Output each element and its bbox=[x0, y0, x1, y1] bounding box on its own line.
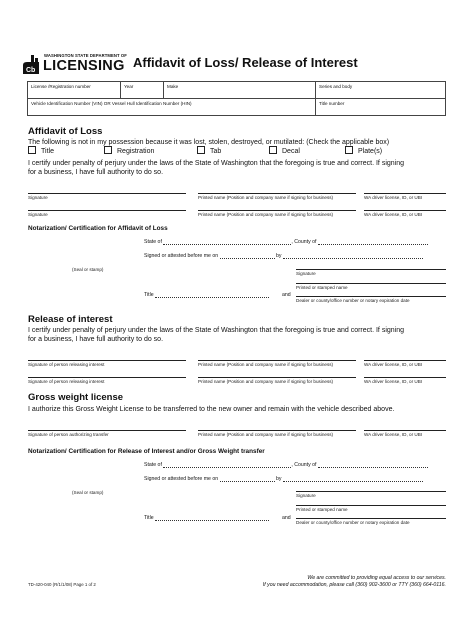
option-registration[interactable] bbox=[104, 146, 154, 155]
affidavit-instruction: The following is not in my possession because it was lost, stolen, destroyed, or mutilated: (Check the applicable box) bbox=[28, 139, 390, 146]
notary2-printed-line[interactable] bbox=[296, 505, 446, 506]
release-signature-line-1[interactable] bbox=[28, 360, 186, 361]
affidavit-cert-line1: I certify under penalty of perjury under the laws of the State of Washington that the foregoing is true and correct. If signing bbox=[28, 160, 405, 167]
affidavit-wa-line-1[interactable] bbox=[364, 193, 446, 194]
gross-heading: Gross weight license bbox=[28, 392, 124, 403]
gross-signature-line[interactable] bbox=[28, 430, 186, 431]
notary1-dealer-label: Dealer or county/office number or notary expiration date bbox=[296, 298, 410, 303]
release-signature-line-2[interactable] bbox=[28, 377, 186, 378]
notary2-and-label: and bbox=[282, 515, 291, 521]
option-plates[interactable] bbox=[345, 146, 382, 155]
option-registration-label: Registration bbox=[117, 148, 155, 155]
affidavit-wa-label-2: WA driver license, ID, or UBI bbox=[364, 212, 423, 217]
notary2-state-label: State of bbox=[144, 462, 162, 468]
notary1-signed-field[interactable] bbox=[144, 253, 423, 259]
release-signature-label-2: Signature of person releasing interest bbox=[28, 379, 105, 384]
notary2-dealer-label: Dealer or county/office number or notary expiration date bbox=[296, 520, 410, 525]
notary2-seal-label: (Seal or stamp) bbox=[72, 490, 104, 495]
notary1-printed-label: Printed or stamped name bbox=[296, 285, 348, 290]
gross-printed-line[interactable] bbox=[198, 430, 356, 431]
notary2-dealer-line[interactable] bbox=[296, 518, 446, 519]
registration-checkbox[interactable] bbox=[104, 146, 112, 154]
release-wa-line-2[interactable] bbox=[364, 377, 446, 378]
svg-text:Cb: Cb bbox=[26, 67, 36, 74]
notary1-signature-label: Signature bbox=[296, 271, 316, 276]
notary2-county-label: , County of bbox=[291, 462, 317, 468]
option-tab[interactable] bbox=[197, 146, 221, 155]
notary2-signed-label: Signed or attested before me on bbox=[144, 476, 219, 482]
title-checkbox[interactable] bbox=[28, 146, 36, 154]
decal-checkbox[interactable] bbox=[269, 146, 277, 154]
agency-name-small: WASHINGTON STATE DEPARTMENT OF bbox=[44, 53, 127, 58]
plates-checkbox[interactable] bbox=[345, 146, 353, 154]
title-number-cell[interactable] bbox=[316, 99, 446, 116]
notary2-title-field[interactable] bbox=[144, 515, 269, 521]
footer-line1: We are committed to providing equal access to our services. bbox=[307, 575, 446, 581]
vehicle-info-table bbox=[27, 81, 446, 116]
notary2-signature-label: Signature bbox=[296, 493, 316, 498]
release-wa-label-1: WA driver license, ID, or UBI bbox=[364, 362, 423, 367]
make-label: Make bbox=[167, 84, 179, 89]
notary1-dealer-line[interactable] bbox=[296, 296, 446, 297]
affidavit-printed-line-2[interactable] bbox=[198, 210, 356, 211]
notary1-signature-line[interactable] bbox=[296, 269, 446, 270]
affidavit-wa-line-2[interactable] bbox=[364, 210, 446, 211]
affidavit-signature-label-1: Signature bbox=[28, 195, 48, 200]
tab-checkbox[interactable] bbox=[197, 146, 205, 154]
option-decal-label: Decal bbox=[282, 148, 300, 155]
notary1-title-label: Title bbox=[144, 292, 154, 298]
year-label: Year bbox=[124, 84, 134, 89]
affidavit-heading: Affidavit of Loss bbox=[28, 126, 103, 137]
gross-printed-label: Printed name (Position and company name if signing for business) bbox=[198, 432, 334, 437]
gross-signature-label: Signature of person authorizing transfer bbox=[28, 432, 109, 437]
affidavit-signature-line-2[interactable] bbox=[28, 210, 186, 211]
release-printed-label-1: Printed name (Position and company name if signing for business) bbox=[198, 362, 334, 367]
release-wa-label-2: WA driver license, ID, or UBI bbox=[364, 379, 423, 384]
release-cert-line1: I certify under penalty of perjury under the laws of the State of Washington that the foregoing is true and correct. If signing bbox=[28, 327, 405, 334]
release-heading: Release of interest bbox=[28, 314, 113, 325]
release-printed-line-2[interactable] bbox=[198, 377, 356, 378]
notary1-county-label: , County of bbox=[291, 239, 317, 245]
footer-line2: If you need accommodation, please call (360) 902-3600 or TTY (360) 664-0116. bbox=[262, 582, 446, 588]
release-printed-line-1[interactable] bbox=[198, 360, 356, 361]
notary1-title-field[interactable] bbox=[144, 292, 269, 298]
notary2-heading: Notarization/ Certification for Release of Interest and/or Gross Weight transfer bbox=[28, 448, 265, 455]
series-body-cell[interactable] bbox=[316, 82, 446, 99]
notary1-state-field[interactable] bbox=[144, 239, 428, 245]
vin-label: Vehicle Identification Number (VIN) OR Vessel Hull Identification Number (HIN) bbox=[31, 101, 192, 106]
notary1-by-label: by bbox=[276, 253, 282, 259]
gross-wa-line[interactable] bbox=[364, 430, 446, 431]
option-title[interactable] bbox=[28, 146, 54, 155]
notary2-signature-line[interactable] bbox=[296, 491, 446, 492]
series-body-label: Series and body bbox=[319, 84, 353, 89]
release-wa-line-1[interactable] bbox=[364, 360, 446, 361]
release-cert-line2: for a business, I have full authority to do so. bbox=[28, 336, 164, 343]
notary1-seal-label: (Seal or stamp) bbox=[72, 267, 104, 272]
option-decal[interactable] bbox=[269, 146, 300, 155]
license-plate-cell[interactable] bbox=[28, 82, 121, 99]
option-title-label: Title bbox=[41, 148, 54, 155]
vin-cell[interactable] bbox=[28, 99, 316, 116]
notary2-state-field[interactable] bbox=[144, 462, 428, 468]
affidavit-printed-label-1: Printed name (Position and company name if signing for business) bbox=[198, 195, 334, 200]
notary2-signed-field[interactable] bbox=[144, 476, 423, 482]
release-printed-label-2: Printed name (Position and company name if signing for business) bbox=[198, 379, 334, 384]
agency-name: LICENSING bbox=[43, 58, 125, 74]
notary1-state-label: State of bbox=[144, 239, 162, 245]
notary2-title-label: Title bbox=[144, 515, 154, 521]
affidavit-cert-line2: for a business, I have full authority to do so. bbox=[28, 169, 164, 176]
year-cell[interactable] bbox=[121, 82, 164, 99]
option-tab-label: Tab bbox=[210, 148, 222, 155]
notary2-printed-label: Printed or stamped name bbox=[296, 507, 348, 512]
affidavit-signature-line-1[interactable] bbox=[28, 193, 186, 194]
title-number-label: Title number bbox=[319, 101, 345, 106]
affidavit-wa-label-1: WA driver license, ID, or UBI bbox=[364, 195, 423, 200]
affidavit-printed-line-1[interactable] bbox=[198, 193, 356, 194]
form-title: Affidavit of Loss/ Release of Interest bbox=[133, 55, 358, 70]
affidavit-printed-label-2: Printed name (Position and company name if signing for business) bbox=[198, 212, 334, 217]
option-plates-label: Plate(s) bbox=[358, 148, 383, 155]
form-number: TD-420-040 (R/1/1/08) Page 1 of 2 bbox=[28, 582, 96, 587]
gross-text: I authorize this Gross Weight License to be transferred to the new owner and remain with the vehicle described above. bbox=[28, 406, 395, 413]
notary1-heading: Notarization/ Certification for Affidavit of Loss bbox=[28, 225, 168, 232]
notary1-and-label: and bbox=[282, 292, 291, 298]
gross-wa-label: WA driver license, ID, or UBI bbox=[364, 432, 423, 437]
notary1-signed-label: Signed or attested before me on bbox=[144, 253, 219, 259]
notary2-by-label: by bbox=[276, 476, 282, 482]
license-plate-label: License /Registration number bbox=[31, 84, 91, 89]
release-signature-label-1: Signature of person releasing interest bbox=[28, 362, 105, 367]
dol-logo-icon bbox=[22, 55, 40, 75]
agency-logo bbox=[22, 49, 127, 77]
affidavit-signature-label-2: Signature bbox=[28, 212, 48, 217]
notary1-printed-line[interactable] bbox=[296, 283, 446, 284]
make-cell[interactable] bbox=[164, 82, 316, 99]
